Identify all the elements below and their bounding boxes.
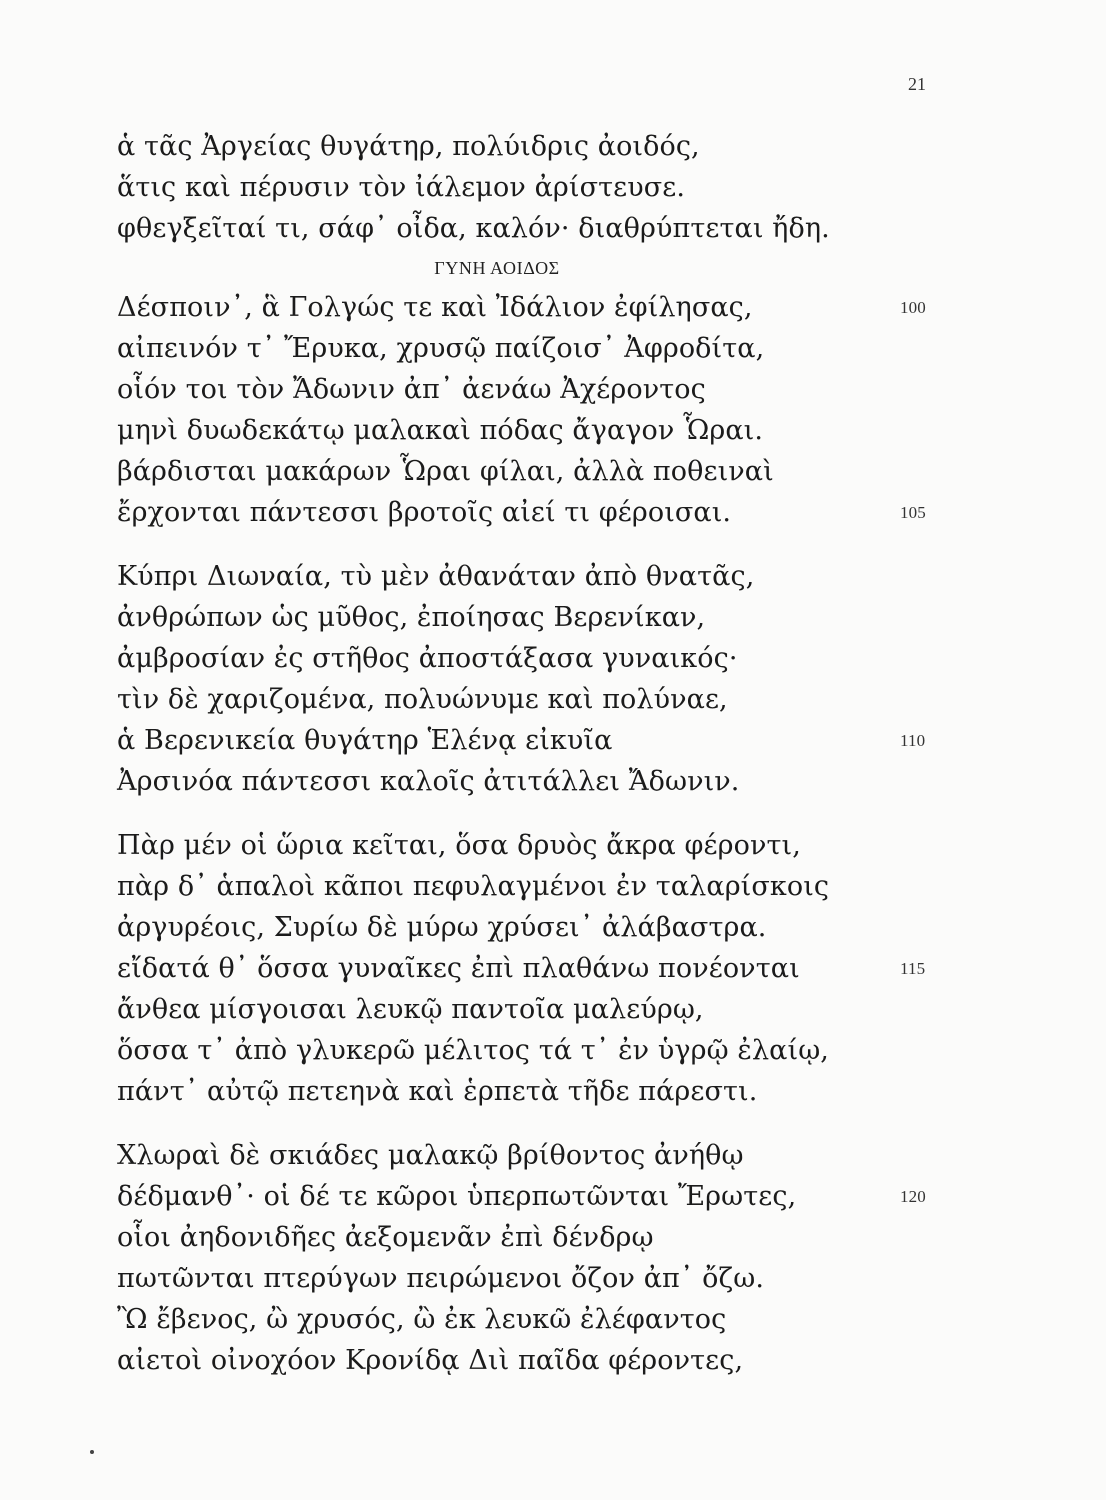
verse-line: [117, 679, 877, 720]
verse-text: πὰρ δ᾽ ἁπαλοὶ κᾶποι πεφυλαγμένοι ἐν ταλαρίσκοις: [117, 871, 830, 902]
verse-text: ἀμβροσίαν ἐς στῆθος ἀποστάξασα γυναικός·: [117, 643, 738, 674]
page-number: 21: [908, 74, 926, 94]
verse-text: Ὢ ἔβενος, ὢ χρυσός, ὢ ἐκ λευκῶ ἐλέφαντος: [117, 1304, 727, 1335]
verse-text: μηνὶ δυωδεκάτῳ μαλακαὶ πόδας ἄγαγον Ὧραι.: [117, 415, 764, 446]
line-number: 105: [900, 503, 926, 522]
verse-line: ἁ τᾶς Ἀργείας θυγάτηρ, πολύιδρις ἀοιδός,: [117, 131, 700, 162]
verse-line: [117, 492, 926, 533]
verse-text: οἷοι ἀηδονιδῆες ἀεξομενᾶν ἐπὶ δένδρῳ: [117, 1222, 654, 1253]
verse-text: ἀνθρώπων ὡς μῦθος, ἐποίησας Βερενίκαν,: [117, 602, 706, 633]
line-number: 110: [900, 731, 926, 750]
verse-text: πωτῶνται πτερύγων πειρώμενοι ὄζον ἀπ᾽ ὄζω.: [117, 1263, 765, 1294]
verse-text: ἄνθεα μίσγοισαι λευκῷ παντοῖα μαλεύρῳ,: [117, 994, 704, 1025]
verse-text: Ἀρσινόα πάντεσσι καλοῖς ἀτιτάλλει Ἄδωνιν.: [117, 766, 740, 797]
verse-line: [117, 1217, 877, 1258]
line-number: 120: [900, 1187, 926, 1206]
verse-text: ἀργυρέοις, Συρίω δὲ μύρω χρύσει᾽ ἀλάβαστρα.: [117, 912, 767, 943]
verse-line: ἅτις καὶ πέρυσιν τὸν ἰάλεμον ἀρίστευσε.: [117, 172, 686, 203]
ink-speck: [90, 1450, 94, 1454]
verse-line: [117, 328, 877, 369]
verse-line: [117, 907, 877, 948]
verse-text: βάρδισται μακάρων Ὧραι φίλαι, ἀλλὰ ποθειναὶ: [117, 456, 774, 487]
verse-line: φθεγξεῖταί τι, σάφ᾽ οἶδα, καλόν· διαθρύπτεται ἤδη.: [117, 213, 830, 244]
verse-line: [117, 989, 877, 1030]
stanza: [117, 287, 926, 533]
verse-text: Χλωραὶ δὲ σκιάδες μαλακῷ βρίθοντος ἀνήθῳ: [117, 1140, 744, 1171]
verse-text: ὅσσα τ᾽ ἀπὸ γλυκερῶ μέλιτος τά τ᾽ ἐν ὑγρῷ ἐλαίῳ,: [117, 1035, 829, 1066]
verse-line: [117, 1299, 877, 1340]
verse-line: [117, 1258, 877, 1299]
line-number: 100: [900, 298, 926, 317]
verse-text: οἷόν τοι τὸν Ἄδωνιν ἀπ᾽ ἀενάω Ἀχέροντος: [117, 374, 706, 405]
verse-text: εἴδατά θ᾽ ὅσσα γυναῖκες ἐπὶ πλαθάνω πονέονται: [117, 953, 800, 984]
speaker-heading: ΓΥΝΗ ΑΟΙΔΟΣ: [434, 258, 560, 278]
verse-text: αἰπεινόν τ᾽ Ἔρυκα, χρυσῷ παίζοισ᾽ Ἀφροδίτα,: [117, 333, 765, 364]
verse-line: [117, 720, 926, 761]
verse-line: [117, 948, 926, 989]
verse-line: [117, 1176, 926, 1217]
stanza: [117, 1135, 926, 1381]
verse-line: [117, 369, 877, 410]
stanza: [117, 556, 926, 802]
verse-line: [117, 287, 926, 328]
verse-line: [117, 410, 877, 451]
verse-line: [117, 1030, 877, 1071]
verse-text: τὶν δὲ χαριζομένα, πολυώνυμε καὶ πολύναε,: [117, 684, 728, 715]
stanza: [117, 825, 926, 1112]
verse-line: [117, 825, 877, 866]
verse-text: δέδμανθ᾽· οἱ δέ τε κῶροι ὑπερπωτῶνται Ἔρωτες,: [117, 1181, 797, 1212]
verse-line: [117, 866, 877, 907]
verse-text: αἰετοὶ οἰνοχόον Κρονίδᾳ Διὶ παῖδα φέροντες,: [117, 1345, 744, 1376]
verse-line: [117, 1340, 877, 1381]
verse-line: [117, 556, 877, 597]
verse-line: [117, 1071, 877, 1112]
verse-text: Κύπρι Διωναία, τὺ μὲν ἀθανάταν ἀπὸ θνατᾶς,: [117, 561, 755, 592]
verse-line: [117, 1135, 877, 1176]
verse-text: Πὰρ μέν οἱ ὥρια κεῖται, ὅσα δρυὸς ἄκρα φέροντι,: [117, 830, 801, 861]
verse-text: Δέσποιν᾽, ἃ Γολγώς τε καὶ Ἰδάλιον ἐφίλησας,: [117, 292, 753, 323]
line-number: 115: [900, 959, 926, 978]
verse-line: [117, 597, 877, 638]
poem-text: [117, 126, 926, 1381]
verse-line: [117, 451, 877, 492]
verse-text: πάντ᾽ αὐτῷ πετεηνὰ καὶ ἑρπετὰ τῆδε πάρεστι.: [117, 1076, 758, 1107]
verse-text: ἔρχονται πάντεσσι βροτοῖς αἰεί τι φέροισαι.: [117, 497, 732, 528]
verse-text: ἁ Βερενικεία θυγάτηρ Ἑλένᾳ εἰκυῖα: [117, 725, 613, 756]
verse-line: [117, 638, 877, 679]
verse-line: [117, 761, 877, 802]
